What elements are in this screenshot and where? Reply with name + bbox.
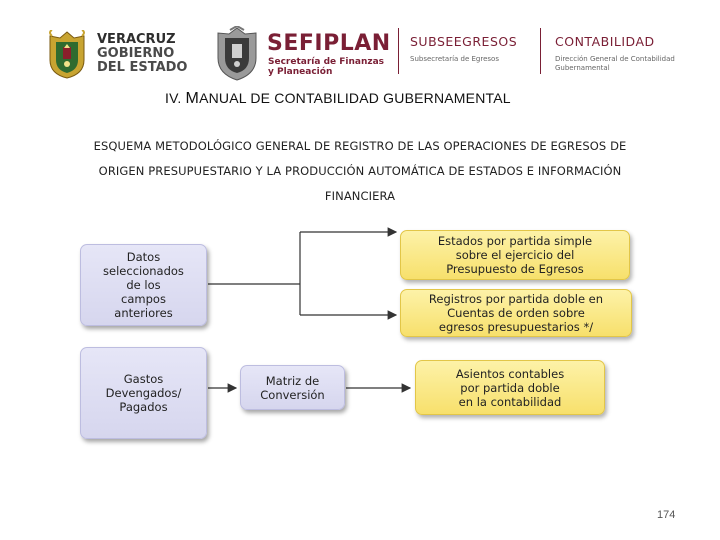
box-estados-partida-simple: Estados por partida simple sobre el ejercicio del Presupuesto de Egresos <box>400 230 630 280</box>
sefiplan-sub1: Secretaría de Finanzas <box>268 57 385 67</box>
page-number: 174 <box>657 509 676 521</box>
subsecretaria-title: SUBSEEGRESOS <box>410 34 518 49</box>
veracruz-line3: DEL ESTADO <box>97 60 188 75</box>
subtitle-line2: ORIGEN PRESUPUESTARIO Y LA PRODUCCIÓN AUTOMÁTICA DE ESTADOS E INFORMACIÓN <box>98 164 622 178</box>
contabilidad-sub1: Dirección General de Contabilidad <box>555 55 675 63</box>
veracruz-line2: GOBIERNO <box>97 46 175 61</box>
box-gastos-devengados: Gastos Devengados/ Pagados <box>80 347 207 439</box>
contabilidad-sub2: Gubernamental <box>555 64 610 72</box>
subtitle-line3: FINANCIERA <box>324 189 396 203</box>
section-title-rest: ANUAL DE CONTABILIDAD GUBERNAMENTAL <box>199 90 511 106</box>
subsecretaria-subtitle: Subsecretaría de Egresos <box>410 55 499 63</box>
contabilidad-title: CONTABILIDAD <box>555 34 655 49</box>
box-datos-seleccionados: Datos seleccionados de los campos anteriores <box>80 244 207 326</box>
box-registros-partida-doble: Registros por partida doble en Cuentas de orden sobre egresos presupuestarios */ <box>400 289 632 337</box>
box-asientos-contables: Asientos contables por partida doble en la contabilidad <box>415 360 605 415</box>
subtitle-line1: ESQUEMA METODOLÓGICO GENERAL DE REGISTRO DE LAS OPERACIONES DE EGRESOS DE <box>93 139 627 153</box>
veracruz-line1: VERACRUZ <box>97 32 176 47</box>
section-title-initial: M <box>185 90 200 107</box>
sefiplan-title: SEFIPLAN <box>267 31 391 56</box>
box-matriz-conversion: Matriz de Conversión <box>240 365 345 410</box>
sefiplan-sub2: y Planeación <box>268 67 333 77</box>
section-number: IV. <box>165 90 182 106</box>
